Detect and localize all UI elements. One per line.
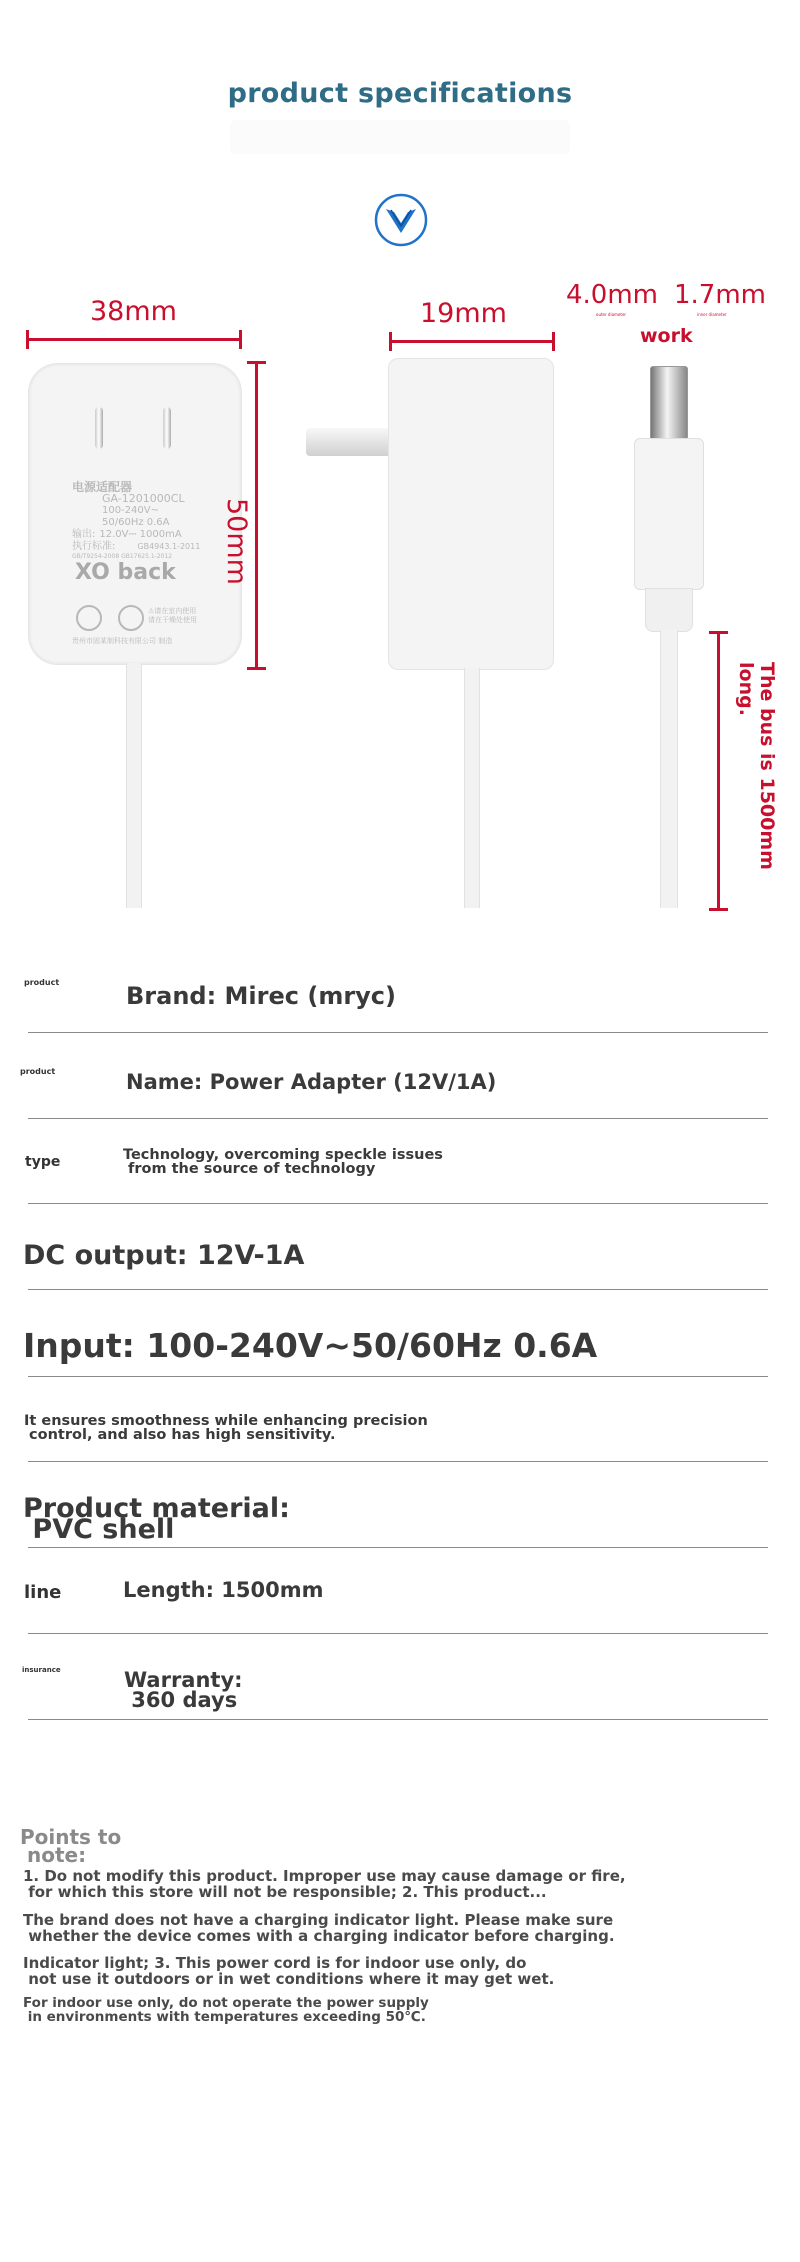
width-front-tick-right [239, 330, 242, 349]
label-cert-text1: ⚠请在室内使用 [148, 607, 197, 615]
bus-length-line [717, 632, 720, 910]
dc-plug-strain-relief [645, 588, 693, 632]
divider-5 [28, 1376, 768, 1377]
label-fine-print: GB/T9254-2008 GB17625.1-2012 [72, 553, 173, 560]
warranty-value: Warranty: 360 days [124, 1668, 243, 1712]
divider-8 [28, 1633, 768, 1634]
height-front-tick-top [247, 361, 266, 364]
dc-plug-tip [650, 366, 688, 440]
bus-length-tick-top [709, 631, 728, 634]
precision-note: It ensures smoothness while enhancing precision control, and also has high sensitivity. [24, 1413, 428, 1443]
label-input2: 50/60Hz 0.6A [102, 517, 170, 528]
type-note: Technology, overcoming speckle issues from the source of technology [123, 1147, 443, 1177]
adapter-side-body [388, 358, 554, 670]
height-front-label: 50mm [221, 498, 252, 585]
divider-6 [28, 1461, 768, 1462]
adapter-prong-left [95, 407, 103, 449]
page-title: product specifications [227, 78, 573, 109]
width-front-label: 38mm [90, 296, 177, 327]
name-value: Name: Power Adapter (12V/1A) [126, 1070, 497, 1094]
divider-1 [28, 1032, 768, 1033]
brand-value: Brand: Mirec (mryc) [126, 982, 396, 1010]
divider-7 [28, 1547, 768, 1548]
divider-3 [28, 1203, 768, 1204]
outer-diameter-caption: outer diameter [596, 312, 627, 317]
adapter-side-prong [306, 428, 388, 456]
bus-length-tick-bottom [709, 908, 728, 911]
inner-diameter-caption: inner diameter [697, 312, 727, 317]
note-paragraph-4: For indoor use only, do not operate the power supply in environments with temperatures exceeding 50℃. [23, 1995, 429, 2025]
width-front-line [28, 338, 240, 341]
depth-side-tick-left [389, 332, 392, 351]
height-front-tick-bottom [247, 667, 266, 670]
length-value: Length: 1500mm [123, 1578, 324, 1602]
depth-side-label: 19mm [420, 298, 507, 329]
insurance-tag: insurance [22, 1666, 61, 1674]
depth-side-line [391, 340, 553, 343]
label-brand-overlay: XO back [75, 560, 176, 585]
chevron-down-icon [374, 193, 428, 247]
width-front-tick-left [26, 330, 29, 349]
outer-diameter-label: 4.0mm [566, 280, 659, 310]
input-value: Input: 100-240V~50/60Hz 0.6A [23, 1326, 598, 1365]
divider-9 [28, 1719, 768, 1720]
label-output-value: 12.0V⎓ 1000mA [99, 529, 182, 540]
label-standard-value: GB4943.1-2011 [137, 542, 201, 551]
note-paragraph-2: The brand does not have a charging indicator light. Please make sure whether the device comes with a charging indicator before charging. [23, 1911, 615, 1945]
divider-2 [28, 1118, 768, 1119]
depth-side-tick-right [552, 332, 555, 351]
recycle-icon [76, 605, 102, 631]
dc-output-value: DC output: 12V-1A [23, 1240, 305, 1271]
certification-icon [118, 605, 144, 631]
label-model: GA-1201000CL [102, 492, 185, 505]
label-maker: 贵州市固某制科技有限公司 制造 [72, 637, 173, 645]
note-paragraph-3: Indicator light; 3. This power cord is for indoor use only, do not use it outdoors or in wet conditions where it may get wet. [23, 1954, 555, 1988]
label-input1: 100-240V~ [102, 505, 160, 516]
title-underglow [230, 120, 570, 154]
height-front-line [255, 362, 258, 669]
bus-length-label: The bus is 1500mm long. [735, 662, 778, 870]
adapter-prong-right [163, 407, 171, 449]
inner-diameter-label: 1.7mm [674, 280, 767, 310]
label-output [72, 529, 222, 541]
adapter-label-block [72, 481, 222, 585]
label-output-prefix: 输出: [72, 529, 96, 540]
name-tag: product [20, 1067, 56, 1076]
brand-tag: product [24, 978, 60, 987]
cable-front [126, 663, 142, 908]
label-standard [72, 541, 222, 553]
material-value: Product material: PVC shell [23, 1493, 290, 1545]
divider-4 [28, 1289, 768, 1290]
label-standard-prefix: 执行标准: [72, 541, 116, 552]
dc-plug-body [634, 438, 704, 590]
label-cert-text2: 请在干燥处使用 [148, 616, 197, 624]
type-tag: type [25, 1154, 61, 1170]
notes-heading: Points to note: [20, 1825, 122, 1867]
line-tag: line [24, 1582, 62, 1603]
label-cert-text [148, 607, 197, 625]
note-paragraph-1: 1. Do not modify this product. Improper use may cause damage or fire, for which this store will not be responsible; 2. This product... [23, 1867, 626, 1901]
label-line1: 电源适配器 [72, 480, 133, 494]
work-label: work [640, 325, 693, 347]
cable-side [464, 668, 480, 908]
cable-dc [660, 630, 678, 908]
